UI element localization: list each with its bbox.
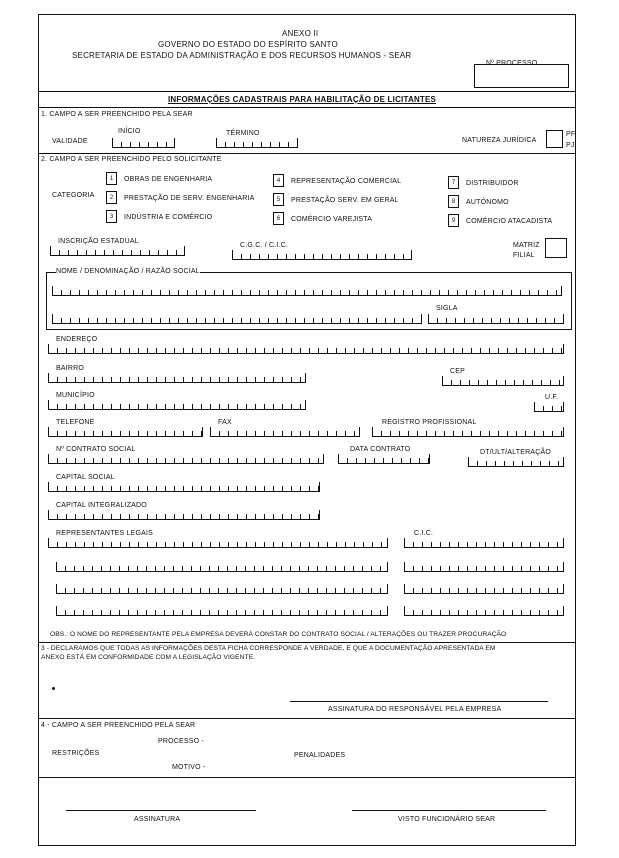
category-1-checkbox[interactable]: 1 (106, 172, 117, 185)
uf-label: U.F. (545, 394, 559, 401)
category-6-checkbox[interactable]: 6 (273, 212, 284, 225)
processo-number-label: Nº PROCESSO (486, 60, 538, 67)
category-7-checkbox[interactable]: 7 (448, 176, 459, 189)
annex-label: ANEXO II (282, 29, 319, 38)
category-8-checkbox[interactable]: 8 (448, 195, 459, 208)
secretaria-name: SECRETARIA DE ESTADO DA ADMINISTRAÇÃO E DOS RECURSOS HUMANOS - SEAR (72, 51, 412, 60)
representante-field-3[interactable] (56, 584, 388, 594)
municipio-label: MUNICÍPIO (56, 392, 95, 399)
declaration-line1: 3 - DECLARAMOS QUE TODAS AS INFORMAÇÕES DESTA FICHA CORRESPONDE A VERDADE, E QUE A DOCUMENTAÇÃO APRESENTADA EM (41, 645, 496, 652)
inscricao-estadual-label: INSCRIÇÃO ESTADUAL (58, 238, 139, 245)
category-3-checkbox[interactable]: 3 (106, 210, 117, 223)
validade-label: VALIDADE (52, 138, 88, 145)
category-6-label: COMÉRCIO VAREJISTA (291, 216, 373, 223)
bairro-field[interactable] (48, 373, 306, 383)
endereco-label: ENDEREÇO (56, 336, 98, 343)
capital-social-label: CAPITAL SOCIAL (56, 474, 115, 481)
telefone-label: TELEFONE (56, 419, 95, 426)
natureza-juridica-checkbox[interactable] (546, 130, 563, 148)
pf-label: PF (566, 131, 576, 138)
category-2-checkbox[interactable]: 2 (106, 191, 117, 204)
section1-heading: 1. CAMPO A SER PREENCHIDO PELA SEAR (41, 111, 193, 118)
telefone-field[interactable] (48, 427, 203, 437)
cep-field[interactable] (442, 376, 564, 386)
cic-field-4[interactable] (404, 606, 564, 616)
category-5-label: PRESTAÇÃO SERV. EM GERAL (291, 197, 399, 204)
category-4-label: REPRESENTAÇÃO COMERCIAL (291, 178, 402, 185)
pj-label: PJ (566, 142, 575, 149)
nome-label: NOME / DENOMINAÇÃO / RAZÃO SOCIAL (56, 268, 200, 275)
visto-funcionario-label: VISTO FUNCIONÁRIO SEAR (398, 816, 496, 823)
bairro-label: BAIRRO (56, 365, 85, 372)
nome-field-line1[interactable] (52, 286, 562, 296)
fax-label: FAX (218, 419, 232, 426)
motivo-label: MOTIVO - (172, 764, 206, 771)
category-8-label: AUTÔNOMO (466, 199, 509, 206)
government-name: GOVERNO DO ESTADO DO ESPÍRITO SANTO (158, 40, 338, 49)
registro-label: REGISTRO PROFISSIONAL (382, 419, 477, 426)
form-title: INFORMAÇÕES CADASTRAIS PARA HABILITAÇÃO DE LICITANTES (168, 95, 437, 104)
declaration-bullet (52, 687, 55, 690)
categoria-label: CATEGORIA (52, 192, 95, 199)
representante-field-4[interactable] (56, 606, 388, 616)
inscricao-estadual-field[interactable] (50, 246, 185, 256)
contrato-social-label: Nº CONTRATO SOCIAL (56, 446, 136, 453)
cgc-label: C.G.C. / C.I.C. (240, 242, 289, 249)
category-1-label: OBRAS DE ENGENHARIA (124, 176, 213, 183)
category-9-checkbox[interactable]: 9 (448, 214, 459, 227)
dt-ult-alteracao-field[interactable] (468, 457, 564, 467)
cic-field-2[interactable] (404, 562, 564, 572)
termino-field[interactable] (216, 138, 298, 148)
representante-field-2[interactable] (56, 562, 388, 572)
data-contrato-field[interactable] (338, 454, 430, 464)
cgc-field[interactable] (232, 250, 412, 260)
data-contrato-label: DATA CONTRATO (350, 446, 411, 453)
category-4-checkbox[interactable]: 4 (273, 174, 284, 187)
penalidades-label: PENALIDADES (294, 752, 346, 759)
category-5-checkbox[interactable]: 5 (273, 193, 284, 206)
category-3-label: INDÚSTRIA E COMÉRCIO (124, 214, 213, 221)
cic-field-3[interactable] (404, 584, 564, 594)
section4-heading: 4 - CAMPO A SER PREENCHIDO PELA SEAR (41, 722, 196, 729)
category-2-label: PRESTAÇÃO DE SERV. ENGENHARIA (124, 195, 255, 202)
obs-note: OBS.: O NOME DO REPRESENTANTE PELA EMPRESA DEVERÁ CONSTAR DO CONTRATO SOCIAL / ALTERAÇÕES OU TRAZER PROCURAÇÃO (50, 631, 507, 638)
filial-label: FILIAL (513, 252, 535, 259)
matriz-filial-checkbox[interactable] (545, 238, 567, 258)
natureza-juridica-label: NATUREZA JURÍDICA (462, 137, 537, 144)
capital-integralizado-label: CAPITAL INTEGRALIZADO (56, 502, 147, 509)
inicio-field[interactable] (112, 138, 175, 148)
registro-field[interactable] (372, 427, 564, 437)
assinatura-responsavel-label: ASSINATURA DO RESPONSÁVEL PELA EMPRESA (328, 706, 502, 713)
sigla-field[interactable] (428, 314, 564, 324)
municipio-field[interactable] (48, 400, 306, 410)
sigla-label: SIGLA (436, 305, 458, 312)
representante-field-1[interactable] (48, 538, 388, 548)
assinatura-label: ASSINATURA (134, 816, 181, 823)
declaration-line2: ANEXO ESTÁ EM CONFORMIDADE COM A LEGISLAÇÃO VIGENTE. (41, 654, 256, 661)
representantes-label: REPRESENTANTES LEGAIS (56, 530, 154, 537)
cic-label: C.I.C. (414, 530, 434, 537)
category-7-label: DISTRIBUIDOR (466, 180, 519, 187)
section2-heading: 2. CAMPO A SER PREENCHIDO PELO SOLICITANTE (41, 156, 222, 163)
visto-signature-line[interactable] (352, 810, 546, 811)
dt-ult-alteracao-label: DT/ULT/ALTERAÇÃO (480, 449, 552, 456)
capital-integralizado-field[interactable] (48, 510, 320, 520)
nome-field-line2[interactable] (52, 314, 422, 324)
endereco-field[interactable] (48, 344, 564, 354)
cic-field-1[interactable] (404, 538, 564, 548)
processo-number-field[interactable] (474, 64, 569, 88)
contrato-social-field[interactable] (48, 454, 324, 464)
inicio-label: INÍCIO (118, 128, 141, 135)
responsavel-signature-line[interactable] (290, 701, 548, 702)
assinatura-signature-line[interactable] (66, 810, 256, 811)
termino-label: TÉRMINO (226, 130, 260, 137)
cep-label: CEP (450, 368, 465, 375)
restricoes-label: RESTRIÇÕES (52, 750, 100, 757)
processo-sear-label: PROCESSO - (158, 738, 204, 745)
fax-field[interactable] (210, 427, 360, 437)
matriz-label: MATRIZ (513, 242, 540, 249)
uf-field[interactable] (534, 402, 564, 412)
category-9-label: COMÉRCIO ATACADISTA (466, 218, 553, 225)
capital-social-field[interactable] (48, 482, 320, 492)
